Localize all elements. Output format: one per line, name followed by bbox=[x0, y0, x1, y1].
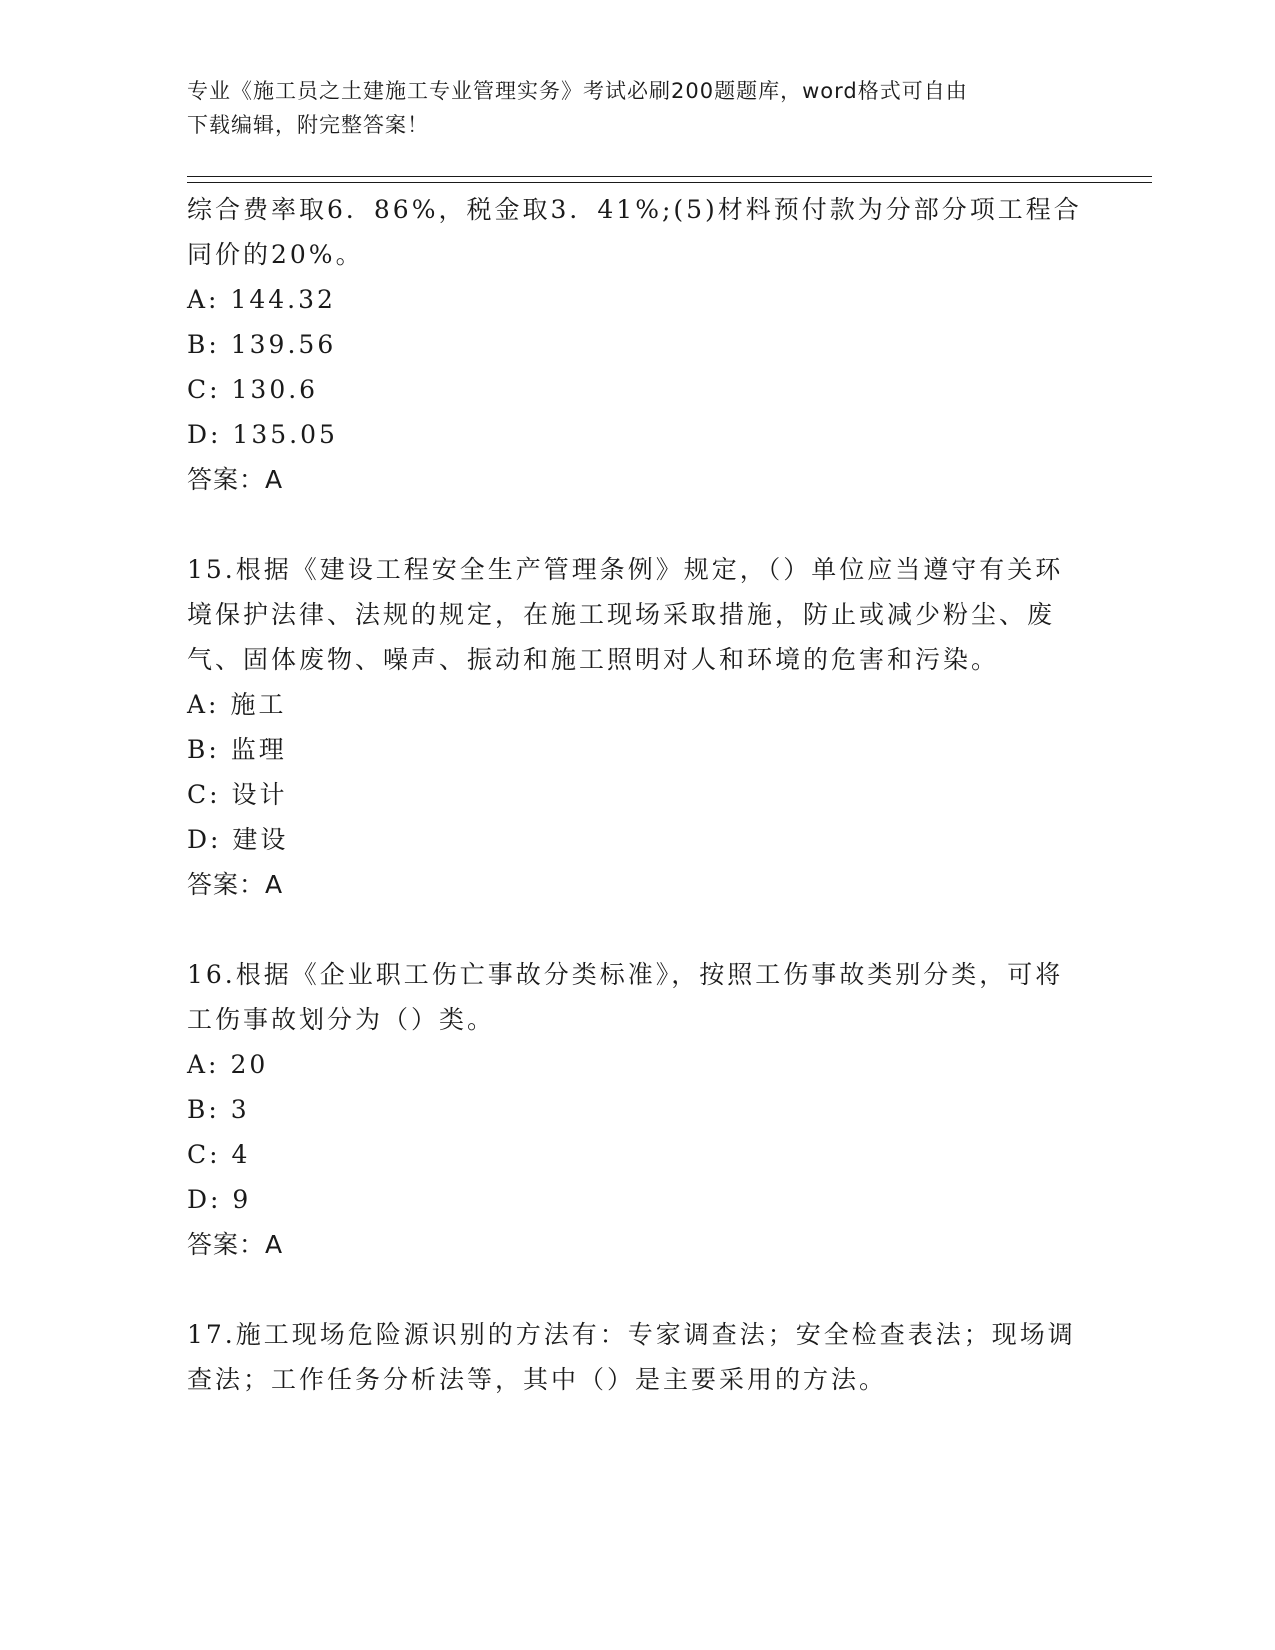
spacer bbox=[187, 1267, 1087, 1312]
question-14 bbox=[187, 187, 1087, 502]
option-label: A: bbox=[187, 285, 220, 314]
option-value: 施工 bbox=[230, 690, 287, 719]
question-15 bbox=[187, 547, 1087, 907]
option-value: 9 bbox=[232, 1185, 252, 1214]
option-label: D: bbox=[187, 825, 222, 854]
header-divider-bottom bbox=[187, 182, 1152, 183]
header-divider-top bbox=[187, 176, 1152, 177]
option-b bbox=[187, 727, 1087, 772]
option-a bbox=[187, 682, 1087, 727]
header-line-2: 下载编辑，附完整答案！ bbox=[187, 113, 429, 137]
option-label: A: bbox=[187, 1050, 220, 1079]
question-text: 15.根据《建设工程安全生产管理条例》规定，（）单位应当遵守有关环境保护法律、法规的规定，在施工现场采取措施，防止或减少粉尘、废气、固体废物、噪声、振动和施工照明对人和环境的危害和污染。 bbox=[187, 555, 1064, 674]
option-d bbox=[187, 1177, 1087, 1222]
option-label: B: bbox=[187, 330, 220, 359]
spacer bbox=[187, 502, 1087, 547]
option-label: C: bbox=[187, 375, 221, 404]
answer: 答案：A bbox=[187, 1230, 284, 1259]
answer: 答案：A bbox=[187, 465, 284, 494]
spacer bbox=[187, 907, 1087, 952]
option-a bbox=[187, 1042, 1087, 1087]
option-value: 139.56 bbox=[230, 330, 337, 359]
option-label: C: bbox=[187, 1140, 221, 1169]
option-label: D: bbox=[187, 1185, 222, 1214]
header-line-1: 专业《施工员之土建施工专业管理实务》考试必刷200题题库，word格式可自由 bbox=[187, 79, 968, 103]
answer: 答案：A bbox=[187, 870, 284, 899]
question-text: 16.根据《企业职工伤亡事故分类标准》，按照工伤事故类别分类，可将工伤事故划分为（）类。 bbox=[187, 960, 1064, 1034]
document-header bbox=[187, 74, 1067, 142]
option-value: 20 bbox=[230, 1050, 269, 1079]
option-label: B: bbox=[187, 735, 220, 764]
option-value: 3 bbox=[230, 1095, 250, 1124]
option-a bbox=[187, 277, 1087, 322]
question-text: 综合费率取6．86%，税金取3．41%;(5)材料预付款为分部分项工程合同价的20%。 bbox=[187, 195, 1082, 269]
option-label: C: bbox=[187, 780, 221, 809]
option-value: 监理 bbox=[230, 735, 287, 764]
question-17 bbox=[187, 1312, 1087, 1402]
option-c bbox=[187, 772, 1087, 817]
option-value: 130.6 bbox=[231, 375, 319, 404]
question-16 bbox=[187, 952, 1087, 1267]
option-label: A: bbox=[187, 690, 220, 719]
option-label: D: bbox=[187, 420, 222, 449]
question-text: 17.施工现场危险源识别的方法有：专家调查法；安全检查表法；现场调查法；工作任务分析法等，其中（）是主要采用的方法。 bbox=[187, 1320, 1076, 1394]
option-value: 建设 bbox=[232, 825, 289, 854]
option-b bbox=[187, 322, 1087, 367]
option-c bbox=[187, 1132, 1087, 1177]
option-b bbox=[187, 1087, 1087, 1132]
option-c bbox=[187, 367, 1087, 412]
option-value: 4 bbox=[231, 1140, 251, 1169]
option-value: 135.05 bbox=[232, 420, 338, 449]
option-d bbox=[187, 817, 1087, 862]
option-d bbox=[187, 412, 1087, 457]
option-value: 144.32 bbox=[230, 285, 336, 314]
question-content bbox=[187, 187, 1087, 1402]
option-label: B: bbox=[187, 1095, 220, 1124]
option-value: 设计 bbox=[231, 780, 288, 809]
